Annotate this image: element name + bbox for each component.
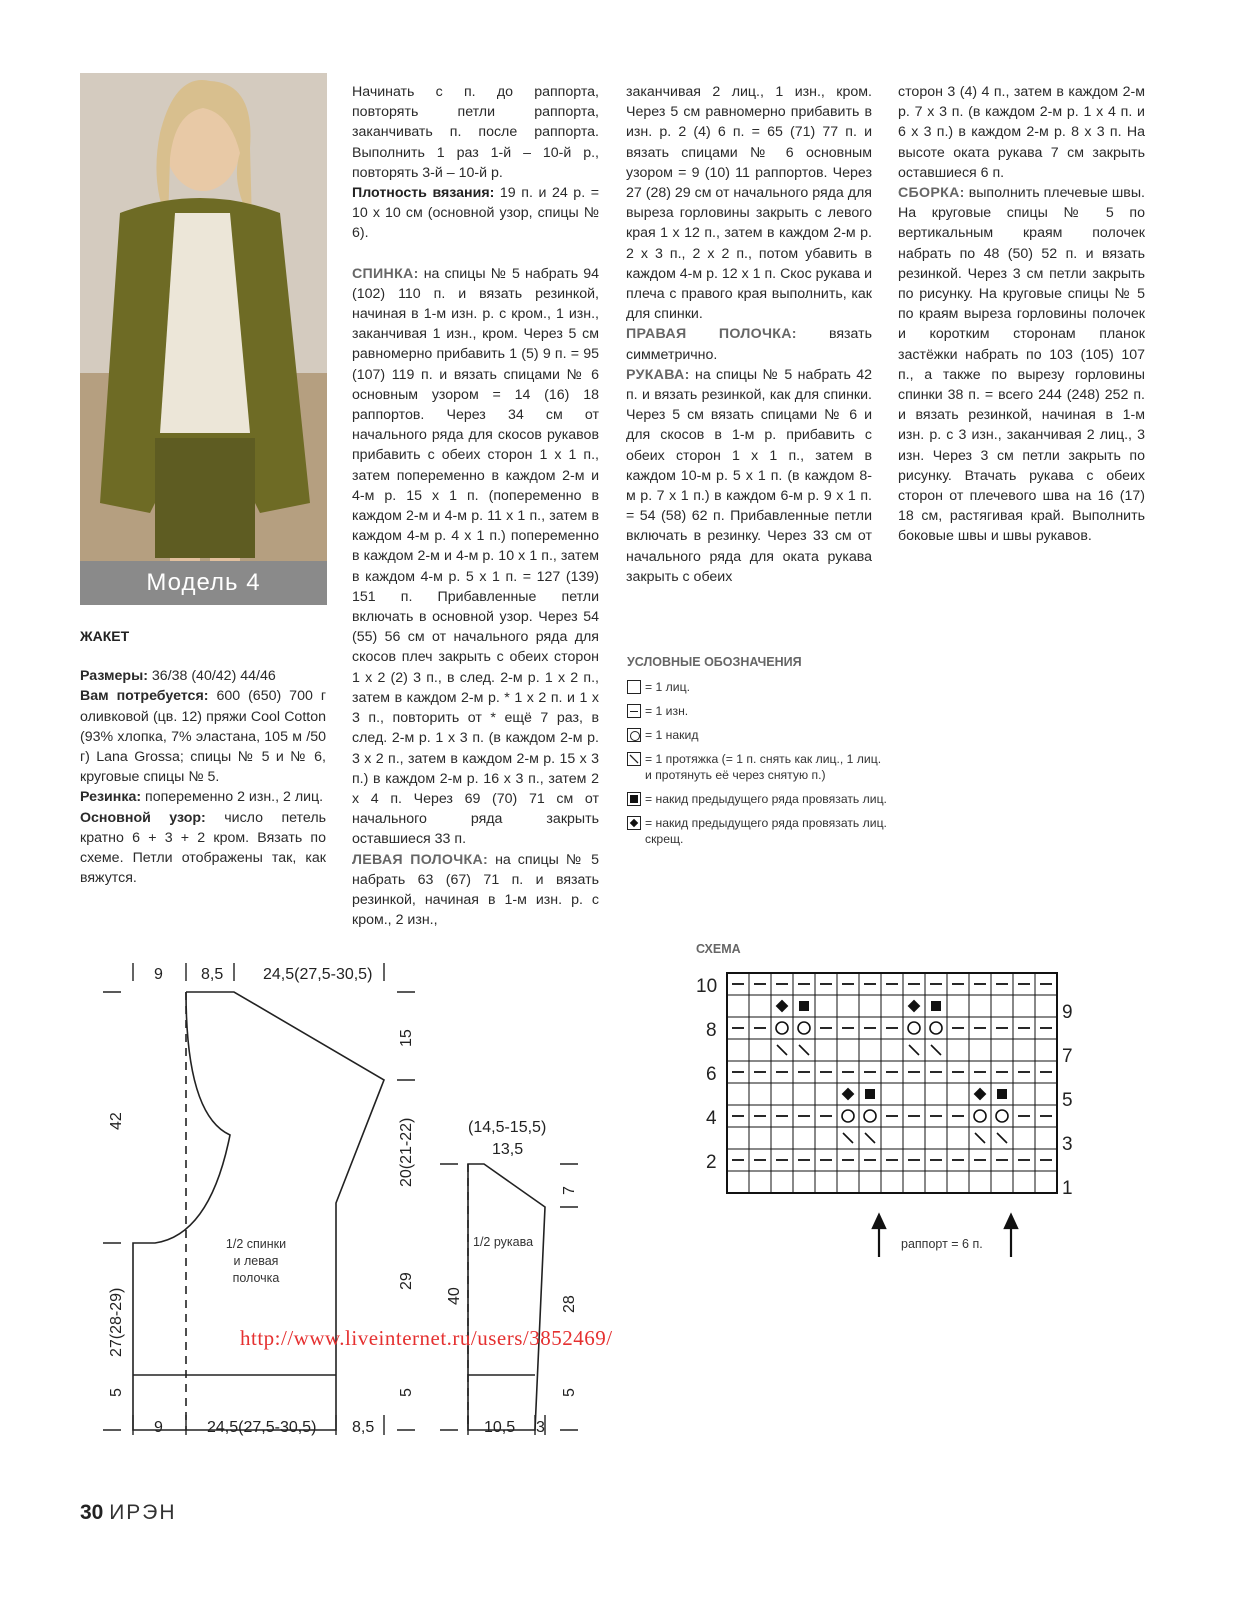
column-4 (898, 82, 1145, 547)
filled-diamond-symbol-icon (842, 1088, 855, 1101)
row-number-left: 2 (706, 1152, 717, 1173)
sleeve-left-40: 40 (446, 1287, 463, 1305)
sleeve-right-7: 7 (561, 1186, 578, 1195)
yarn-over-symbol-icon (842, 1110, 854, 1122)
sizes (80, 666, 326, 686)
sizes-value: 36/38 (40/42) 44/46 (151, 668, 276, 685)
sleeves-cont: сторон 3 (4) 4 п., затем в каждом 2-м р. 7 х 3 п. (в каждом 2-м р. 1 х 4 п. и 6 х 3 п.) в каждом 2-м р. 8 х 3 п. На высоте оката рукава 7 см закрыть оставшиеся 6 п. (898, 84, 1145, 181)
left-front-cont: заканчивая 2 лиц., 1 изн., кром. Через 5 см равномерно прибавить в изн. р. 2 (4) 6 п. = 65 (71) 77 п. и вязать спицами № 6 основным узором = 9 (10) 11 раппортов. Через 27 (28) 29 см от начального ряда для выреза горловины закрыть с левого края 1 х 12 п., затем в каждом 2-м р. 2 х 3 п., 2 х 2 п., потом убавить в каждом 4-м р. 12 х 1 п. Скос рукава и плеча с правого края выполнить, как для спинки. (626, 84, 872, 323)
left-front-value: на спицы № 5 набрать 63 (67) 71 п. и вязать резинкой, начиная в 1-м изн. р. с кром., 2 изн., (352, 851, 599, 929)
legend-item (627, 751, 887, 783)
yarn-over-symbol-icon (776, 1022, 788, 1034)
sleeve-right-28: 28 (561, 1295, 578, 1313)
main-pattern-value: число петель кратно 6 + 3 + 2 кром. Вязать по схеме. Петли отображены так, как вяжутся. (80, 809, 326, 887)
legend-text: = 1 накид (645, 728, 699, 742)
assembly-label: СБОРКА: (898, 185, 965, 202)
dim-left-42: 42 (108, 1112, 125, 1130)
rib-value: попеременно 2 изн., 2 лиц. (145, 789, 324, 806)
row-number-right: 7 (1062, 1046, 1073, 1067)
back-label: СПИНКА: (352, 265, 419, 282)
sleeves-value: на спицы № 5 набрать 42 п. и вязать резинкой, как для спинки. Через 5 см вязать спицами № 6 и для скосов в 1-м р. прибавить с обеих сторон 1 х 1 п., затем в каждом 10-м р. 5 х 1 п. (в каждом 8-м р. 7 х 1 п.) в каждом 6-м р. 9 х 1 п. = 54 (58) 62 п. Прибавленные петли включать в резинку. Через 33 см от начального ряда для оката рукава закрыть с обеих (626, 366, 872, 585)
row-number-right: 9 (1062, 1002, 1073, 1023)
dim-left-27: 27(28-29) (108, 1287, 125, 1357)
dim-bottom-245: 24,5(27,5-30,5) (207, 1419, 317, 1436)
dim-bottom-85: 8,5 (352, 1419, 375, 1436)
slip-knit-pass-symbol-icon (865, 1133, 875, 1143)
slip-knit-pass-symbol-icon (909, 1045, 919, 1055)
legend-text: = накид предыдущего ряда провязать лиц. скрещ. (645, 816, 887, 846)
body-label-3: полочка (232, 1271, 280, 1285)
main-pattern-label: Основной узор: (80, 809, 206, 826)
legend-item (627, 703, 887, 719)
dim-right-5: 5 (398, 1388, 415, 1397)
rib (80, 787, 326, 807)
schematic-diagrams (0, 945, 640, 1445)
slip-knit-pass-symbol-icon (627, 752, 641, 766)
sleeve-dimensions (446, 1119, 578, 1436)
yarn-over-symbol-icon (996, 1110, 1008, 1122)
row-number-right: 3 (1062, 1134, 1073, 1155)
slip-knit-pass-symbol-icon (997, 1133, 1007, 1143)
legend-text: = 1 лиц. (645, 680, 690, 694)
sleeves-label: РУКАВА: (626, 366, 690, 383)
repeat-label: раппорт = 6 п. (901, 1237, 983, 1251)
row-number-left: 10 (696, 976, 718, 997)
column-2 (352, 82, 599, 930)
dim-right-29: 29 (398, 1272, 415, 1290)
column-3 (626, 82, 872, 587)
legend-item (627, 679, 887, 695)
filled-square-symbol-icon (799, 1001, 809, 1011)
yarn-over-symbol-icon (864, 1110, 876, 1122)
legend-item (627, 727, 887, 743)
chart-title: СХЕМА (696, 942, 741, 956)
filled-diamond-symbol-icon (908, 1000, 921, 1013)
filled-square-symbol-icon (865, 1089, 875, 1099)
watermark-url: http://www.liveinternet.ru/users/3852469/ (240, 1326, 613, 1350)
assembly-value: выполнить плечевые швы. На круговые спицы № 5 по вертикальным краям полочек набрать по 48 (50) 52 п. и вязать резинкой. Через 3 см петли закрыть по рисунку. На круговые спицы № 5 по краям выреза горловины полочек и коротким сторонам планок застёжки набрать по 103 (105) 107 п., а также по вырезу горловины спинки 38 п. = всего 244 (248) 252 п. и вязать резинкой, начиная в 1-м изн. р. с 3 изн., заканчивая 2 лиц., 3 изн. Через 3 см петли закрыть по рисунку. Втачать рукава с обеих сторон от плечевого шва на 16 (17) 18 см, растягивая край. Выполнить боковые швы и швы рукавов. (898, 185, 1145, 545)
left-front-section (352, 850, 599, 931)
photo-caption: Модель 4 (80, 561, 327, 605)
body-outline (133, 992, 545, 1430)
row-number-left: 8 (706, 1020, 717, 1041)
slip-knit-pass-symbol-icon (777, 1045, 787, 1055)
dim-right-15: 15 (398, 1029, 415, 1047)
assembly-section (898, 183, 1145, 547)
legend-text: = 1 изн. (645, 704, 689, 718)
dim-top-245: 24,5(27,5-30,5) (263, 966, 373, 983)
yarn-over-symbol-icon (798, 1022, 810, 1034)
chart-row-numbers (696, 976, 1073, 1199)
filled-diamond-symbol-icon (776, 1000, 789, 1013)
sleeve-top-b: 13,5 (492, 1141, 524, 1158)
sleeve-label: 1/2 рукава (473, 1235, 534, 1249)
filled-diamond-symbol-icon (627, 816, 641, 830)
legend-item (627, 791, 887, 807)
materials-label: Вам потребуется: (80, 688, 209, 705)
chart-symbols (732, 984, 1052, 1160)
density-label: Плотность вязания: (352, 185, 495, 202)
yarn-over-symbol-icon (930, 1022, 942, 1034)
dim-top-85: 8,5 (201, 966, 224, 983)
filled-square-symbol-icon (997, 1089, 1007, 1099)
body-label-1: 1/2 спинки (225, 1237, 287, 1251)
rib-label: Резинка: (80, 789, 142, 806)
sleeves-section (626, 365, 872, 587)
arrow-up-icon (873, 1215, 885, 1228)
sizes-label: Размеры: (80, 668, 148, 685)
slip-knit-pass-symbol-icon (843, 1133, 853, 1143)
main-pattern (80, 808, 326, 889)
legend-text: = накид предыдущего ряда провязать лиц. (645, 792, 887, 806)
body-dimensions (108, 966, 415, 1436)
sleeve-right-5: 5 (561, 1388, 578, 1397)
column-1 (80, 626, 326, 888)
density (352, 183, 599, 244)
materials-value: 600 (650) 700 г оливковой (цв. 12) пряжи Cool Cotton (93% хлопка, 7% эластана, 105 м /50 г) Lana Grossa; спицы № 5 и № 6, круговые спицы № 5. (80, 688, 326, 786)
item-title: ЖАКЕТ (80, 628, 130, 644)
legend-title: УСЛОВНЫЕ ОБОЗНАЧЕНИЯ (627, 655, 802, 669)
density-value: 19 п. и 24 р. = 10 х 10 см (основной узор, спицы № 6). (352, 185, 599, 242)
legend-item (627, 815, 887, 847)
yarn-over-symbol-icon (627, 728, 641, 742)
yarn-over-symbol-icon (974, 1110, 986, 1122)
yarn-over-symbol-icon (908, 1022, 920, 1034)
materials (80, 686, 326, 787)
arrow-up-icon (1005, 1215, 1017, 1228)
row-number-right: 1 (1062, 1178, 1073, 1199)
left-front-label: ЛЕВАЯ ПОЛОЧКА: (352, 851, 489, 868)
row-number-left: 6 (706, 1064, 717, 1085)
pattern-start: Начинать с п. до раппорта, повторять петли раппорта, заканчивать п. после раппорта. Выполнить 1 раз 1-й – 10-й р., повторять 3-й – 10-й р. (352, 84, 599, 181)
sleeve-bottom-105: 10,5 (484, 1419, 516, 1436)
footer (80, 1501, 177, 1525)
model-photo (80, 73, 327, 605)
right-front-label: ПРАВАЯ ПОЛОЧКА: (626, 326, 797, 343)
row-number-left: 4 (706, 1108, 717, 1129)
knit-symbol-icon (627, 680, 641, 694)
body-label-2: и левая (233, 1254, 279, 1268)
right-front-value: вязать симметрично. (626, 326, 872, 363)
sleeve-bottom-3: 3 (536, 1419, 545, 1436)
dimension-ticks (103, 963, 578, 1435)
model-figure (80, 73, 327, 605)
back-value: на спицы № 5 набрать 94 (102) 110 п. и вязать резинкой, начиная в 1-м изн. р. с кром., 1 изн., заканчивая 1 изн., кром. Через 5 см равномерно прибавить 1 (5) 9 п. = 95 (107) 119 п. и вязать спицами № 6 основным узором = 14 (16) 18 раппортов. Через 34 см от начального ряда для скосов рукавов прибавить с обеих сторон 1 х 1 п., затем попеременно в каждом 2-м и 4-м р. 15 х 1 п. (попеременно в каждом 2-м и 4-м р. 11 х 1 п., затем в каждом 4-м р. 4 х 1 п.) попеременно в каждом 2-м и 4-м р. 10 х 1 п., затем в каждом 4-м р. 5 х 1 п. = 127 (139) 151 п. Прибавленные петли включать в основной узор. Через 54 (55) 56 см от начального ряда для скосов плеч закрыть с обеих сторон 1 х 2 (2) 3 п., в след. 2-м р. 1 х 2 п., затем в каждом 2-м р. * 1 х 2 п. и 1 х 3 п., повторить от * ещё 7 раз, в след. 2-м р. 1 х 3 п. (в каждом 2-м р. 3 х 2 п., затем в каждом 2-м р. 15 х 3 п.) в каждом 2-м р. 16 х 3 п., затем 2 х 4 п. Через 69 (70) 71 см от начального ряда закрыть оставшиеся 33 п. (352, 265, 599, 848)
row-number-right: 5 (1062, 1090, 1073, 1111)
magazine-name: ИРЭН (109, 1501, 177, 1524)
back-section (352, 264, 599, 850)
slip-knit-pass-symbol-icon (931, 1045, 941, 1055)
filled-square-symbol-icon (931, 1001, 941, 1011)
legend-text: = 1 протяжка (= 1 п. снять как лиц., 1 лиц. и протянуть её через снятую п.) (645, 752, 882, 782)
right-front-section (626, 324, 872, 364)
dim-right-2022: 20(21-22) (398, 1117, 415, 1187)
legend (627, 655, 887, 855)
page-number: 30 (80, 1501, 104, 1524)
dim-left-5: 5 (108, 1388, 125, 1397)
purl-symbol-icon (627, 704, 641, 718)
slip-knit-pass-symbol-icon (799, 1045, 809, 1055)
filled-diamond-symbol-icon (974, 1088, 987, 1101)
dim-top-9: 9 (154, 966, 163, 983)
slip-knit-pass-symbol-icon (975, 1133, 985, 1143)
dim-bottom-9: 9 (154, 1419, 163, 1436)
filled-square-symbol-icon (627, 792, 641, 806)
sleeve-top-a: (14,5-15,5) (468, 1119, 547, 1136)
knitting-chart (690, 935, 1110, 1265)
body-label (226, 1237, 286, 1285)
